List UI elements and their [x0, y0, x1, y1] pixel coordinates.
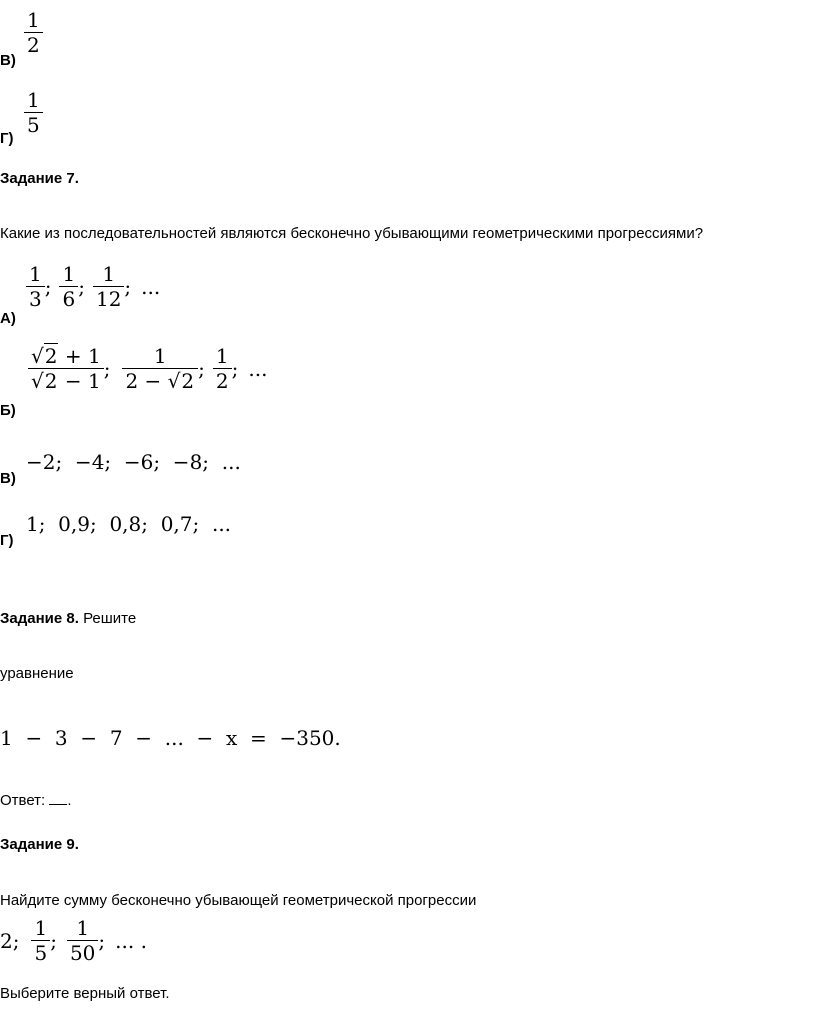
separator: ;: [124, 274, 132, 299]
separator: ;: [44, 274, 52, 299]
sequence-expression: [26, 262, 160, 311]
task8-title: Задание 8.: [0, 610, 79, 627]
answer-label: Ответ:: [0, 792, 50, 809]
fraction-numerator: 1: [122, 344, 198, 369]
sqrt: √2: [167, 369, 195, 393]
sequence-expression: −2; −4; −6; −8; ...: [26, 450, 241, 474]
separator: ;: [103, 356, 111, 381]
task8-equation: 1 − 3 − 7 − ... − x = −350.: [0, 726, 341, 750]
fraction-numerator: 1: [93, 262, 124, 287]
task9-title: Задание 9.: [0, 836, 79, 853]
task7-title: Задание 7.: [0, 170, 79, 187]
separator: ;: [50, 928, 57, 953]
fraction-denominator: 3: [29, 287, 42, 311]
fraction: [67, 916, 98, 965]
fraction-denominator: 2: [27, 33, 40, 57]
option-label: В): [0, 470, 16, 487]
fraction: [122, 344, 198, 393]
task8-line2: уравнение: [0, 665, 74, 682]
separator: ;: [78, 274, 85, 299]
fraction-denominator: 6: [62, 287, 76, 311]
sequence-expression: 1; 0,9; 0,8; 0,7; ...: [26, 512, 232, 536]
sequence-expression: [28, 344, 267, 393]
sqrt: √2: [31, 369, 58, 393]
fraction: [93, 262, 124, 311]
fraction-denominator: 50: [69, 941, 96, 965]
fraction: [31, 916, 50, 965]
ellipsis: ... .: [115, 928, 147, 953]
task9-sequence: [0, 916, 147, 965]
fraction-numerator: 1: [24, 88, 43, 113]
fraction-numerator: 1: [67, 916, 98, 941]
ellipsis: ...: [248, 356, 268, 381]
task7-question: Какие из последовательностей являются бесконечно убывающими геометрическими прогрессиями?: [0, 225, 704, 242]
answer-end: .: [67, 792, 72, 809]
sqrt: √2: [31, 344, 58, 368]
fraction: [213, 344, 232, 393]
task9-question: Найдите сумму бесконечно убывающей геометрической прогрессии: [0, 892, 477, 909]
task8-heading: [0, 610, 136, 628]
separator: ;: [198, 356, 205, 381]
task8-title-rest: Решите: [78, 610, 137, 627]
fraction-denominator: √2 − 1: [31, 369, 101, 393]
fraction-numerator: 1: [26, 262, 45, 287]
task8-answer: [0, 790, 72, 810]
separator: ;: [98, 928, 106, 953]
answer-blank[interactable]: [49, 790, 67, 805]
fraction-numerator: 1: [213, 344, 232, 369]
option-label: В): [0, 52, 16, 69]
task7-option-d: [0, 512, 260, 552]
fraction-denominator: 5: [27, 113, 40, 137]
fraction-denominator: 2 − √2: [125, 369, 195, 393]
option-label: А): [0, 310, 16, 327]
option-label: Г): [0, 130, 14, 147]
task7-option-c: [0, 450, 260, 490]
fraction: [24, 88, 43, 137]
option-label: Б): [0, 402, 16, 419]
fraction-denominator: 12: [95, 287, 122, 311]
fraction-numerator: 1: [24, 8, 43, 33]
fraction-numerator: √2 + 1: [28, 344, 104, 369]
sequence-lead: 2;: [0, 928, 20, 953]
task7-option-b: [0, 342, 340, 422]
fraction-denominator: 2: [215, 369, 229, 393]
task9-choose: Выберите верный ответ.: [0, 985, 170, 1002]
option-label: Г): [0, 532, 14, 549]
fraction: [59, 262, 78, 311]
option-v-top: [0, 8, 120, 70]
ellipsis: ...: [141, 274, 161, 299]
fraction: [26, 262, 45, 311]
fraction-numerator: 1: [31, 916, 50, 941]
fraction: [24, 8, 43, 57]
task7-option-a: [0, 262, 300, 328]
fraction-numerator: 1: [59, 262, 78, 287]
separator: ;: [231, 356, 239, 381]
fraction-denominator: 5: [34, 941, 48, 965]
fraction: [28, 344, 104, 393]
option-g-top: [0, 88, 120, 150]
